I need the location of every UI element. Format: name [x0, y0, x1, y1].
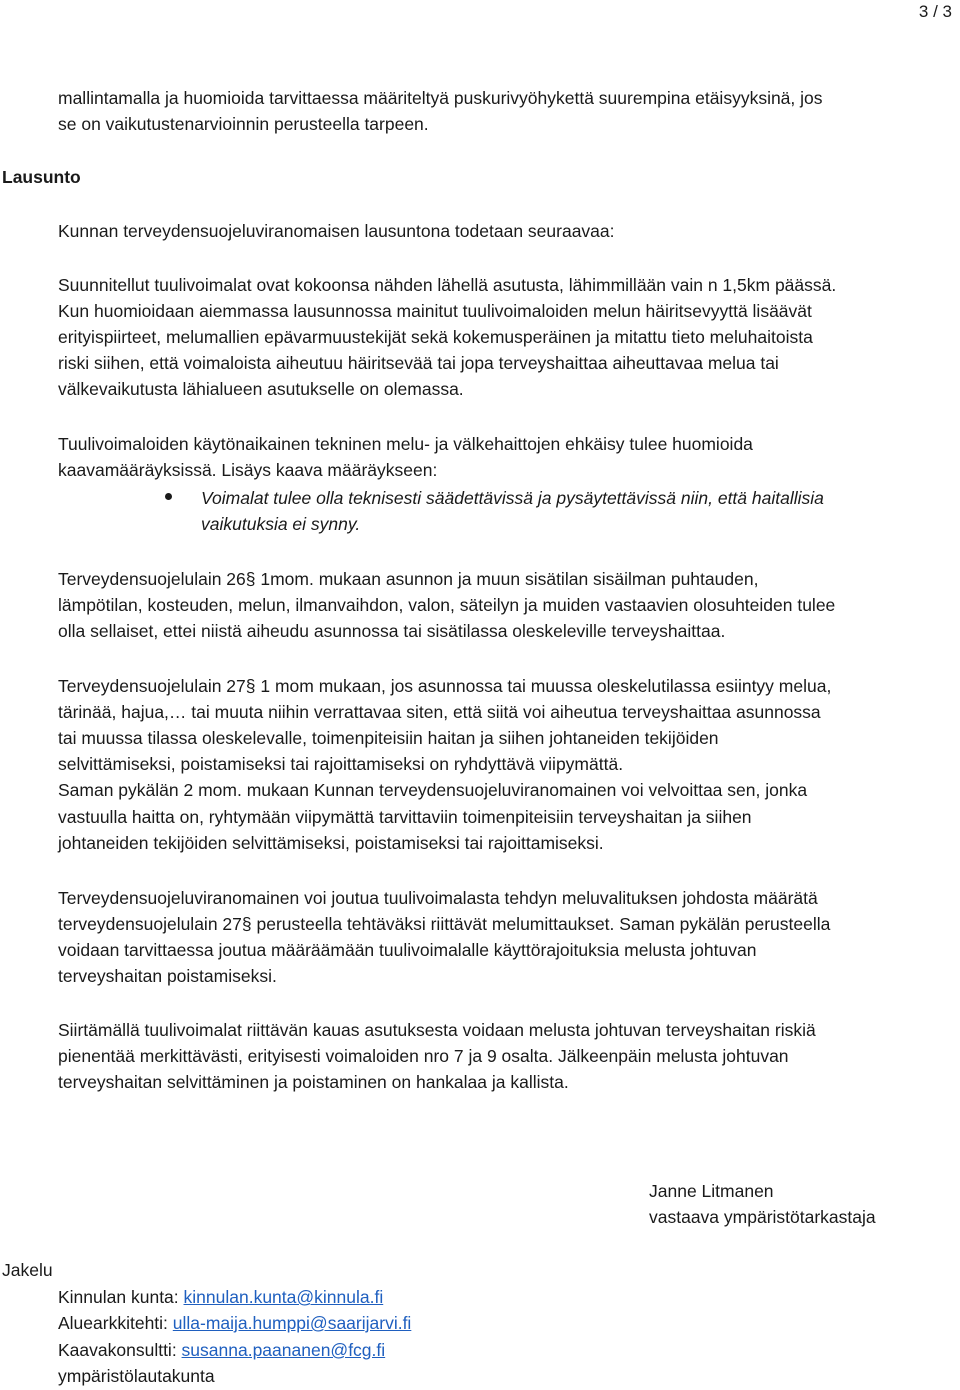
paragraph-5-line: vastuulla haitta on, ryhtymään viipymättä tarvittaviin toimenpiteisiin terveyshaitan ja siihen [58, 807, 752, 827]
paragraph-2-line: erityispiirteet, melumallien epävarmuustekijät sekä kokemusperäinen ja mitattu tieto meluhaitoista [58, 327, 813, 347]
paragraph-7-line: pienentää merkittävästi, erityisesti voimaloiden nro 7 ja 9 osalta. Jälkeenpäin melusta johtuvan [58, 1046, 789, 1066]
paragraph-6-line: terveydensuojelulain 27§ perusteella tehtäväksi riittävät melumittaukset. Saman pykälän perusteella [58, 914, 831, 934]
lausunto-heading: Lausunto [2, 167, 81, 187]
paragraph-4-line: Terveydensuojelulain 26§ 1mom. mukaan asunnon ja muun sisätilan sisäilman puhtauden, [58, 569, 759, 589]
bullet-icon [165, 493, 172, 500]
paragraph-2-line: välkevaikutusta lähialueen asutukselle on olemassa. [58, 379, 464, 399]
paragraph-4-line: lämpötilan, kosteuden, melun, ilmanvaihdon, valon, säteilyn ja muiden vastaavien olosuhteiden tulee [58, 595, 836, 615]
paragraph-2-line: Suunnitellut tuulivoimalat ovat kokoonsa nähden lähellä asutusta, lähimmillään vain n 1,5km päässä. [58, 275, 837, 295]
distribution-label: Aluearkkitehti: [58, 1313, 173, 1333]
distribution-item [58, 1363, 215, 1389]
paragraph-6-line: Terveydensuojeluviranomainen voi joutua tuulivoimalasta tehdyn meluvalituksen johdosta määrätä [58, 888, 818, 908]
paragraph-5-line: tai muussa tilassa oleskelevalle, toimenpiteisiin haitan ja siihen johtaneiden tekijöiden [58, 728, 719, 748]
paragraph-4-line: olla sellaiset, ettei niistä aiheudu asunnossa tai sisätilassa oleskeleville terveyshaittaa. [58, 621, 726, 641]
paragraph-2-line: Kun huomioidaan aiemmassa lausunnossa mainitut tuulivoimaloiden melun häiritsevyyttä lisäävät [58, 301, 812, 321]
paragraph-5-line: Saman pykälän 2 mom. mukaan Kunnan terveydensuojeluviranomainen voi velvoittaa sen, jonka [58, 780, 808, 800]
paragraph-5-line: tärinää, hajua,… tai muuta niihin verrattavaa siten, että siitä voi aiheutua terveyshaittaa asunnossa [58, 702, 821, 722]
email-link[interactable]: susanna.paananen@fcg.fi [181, 1340, 386, 1360]
paragraph-7-line: terveyshaitan selvittäminen ja poistaminen on hankalaa ja kallista. [58, 1072, 569, 1092]
email-link[interactable]: ulla-maija.humppi@saarijarvi.fi [172, 1313, 412, 1333]
distribution-label: Kinnulan kunta: [58, 1287, 184, 1307]
email-link[interactable]: kinnulan.kunta@kinnula.fi [183, 1287, 384, 1307]
paragraph-1: Kunnan terveydensuojeluviranomaisen lausuntona todetaan seuraavaa: [58, 221, 615, 241]
distribution-item [58, 1284, 383, 1310]
paragraph-3-line: Tuulivoimaloiden käytönaikainen tekninen melu- ja välkehaittojen ehkäisy tulee huomioida [58, 434, 753, 454]
paragraph-5-line: selvittämiseksi, poistamiseksi tai rajoittamiseksi on ryhdyttävä viipymättä. [58, 754, 624, 774]
paragraph-5-line: Terveydensuojelulain 27§ 1 mom mukaan, jos asunnossa tai muussa oleskelutilassa esiintyy melua, [58, 676, 832, 696]
paragraph-2-line: riski siihen, että voimaloista aiheutuu häiritsevää tai jopa terveyshaittaa aiheuttavaa melua tai [58, 353, 779, 373]
jakelu-heading: Jakelu [2, 1260, 53, 1280]
distribution-item [58, 1310, 411, 1336]
intro-line-2: se on vaikutustenarvioinnin perusteella tarpeen. [58, 114, 429, 134]
distribution-item [58, 1337, 385, 1363]
distribution-label: Kaavakonsultti: [58, 1340, 182, 1360]
signature-name: Janne Litmanen [649, 1181, 774, 1201]
bullet-item-line: Voimalat tulee olla teknisesti säädettävissä ja pysäytettävissä niin, että haitallisia [201, 488, 824, 508]
distribution-label: ympäristölautakunta [58, 1366, 215, 1386]
intro-line-1: mallintamalla ja huomioida tarvittaessa määriteltyä puskurivyöhykettä suurempina etäisyyksinä, jos [58, 88, 823, 108]
page-number: 3 / 3 [918, 2, 952, 21]
paragraph-6-line: voidaan tarvittaessa joutua määräämään tuulivoimalalle käyttörajoituksia melusta johtuvan [58, 940, 757, 960]
bullet-item-line: vaikutuksia ei synny. [201, 514, 361, 534]
signature-title: vastaava ympäristötarkastaja [649, 1207, 876, 1227]
paragraph-3-line: kaavamääräyksissä. Lisäys kaava määräykseen: [58, 460, 438, 480]
paragraph-5-line: johtaneiden tekijöiden selvittämiseksi, poistamiseksi tai rajoittamiseksi. [58, 833, 604, 853]
paragraph-6-line: terveyshaitan poistamiseksi. [58, 966, 277, 986]
paragraph-7-line: Siirtämällä tuulivoimalat riittävän kauas asutuksesta voidaan melusta johtuvan terveyshaitan riskiä [58, 1020, 816, 1040]
